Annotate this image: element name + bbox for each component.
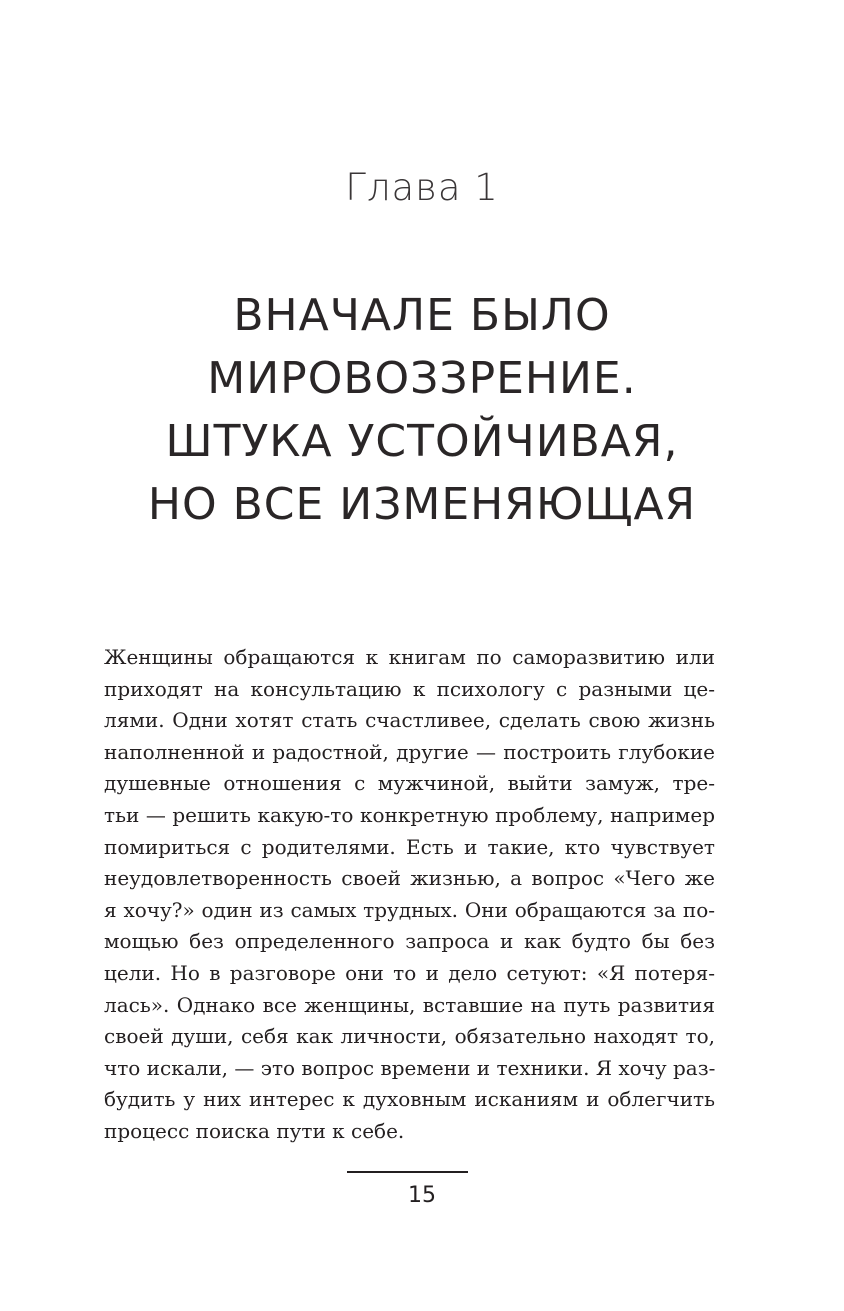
chapter-title-line: НО ВСЕ ИЗМЕНЯЮЩАЯ: [147, 479, 697, 530]
body-line: будить у них интерес к духовным исканиям и облегчить: [104, 1087, 715, 1112]
body-line: цели. Но в разговоре они то и дело сетуют: «Я потеря-: [104, 960, 715, 985]
body-line: наполненной и радостной, другие — построить глубокие: [104, 739, 715, 764]
body-line: приходят на консультацию к психологу с разными це-: [104, 676, 715, 701]
chapter-title-line: ВНАЧАЛЕ БЫЛО: [233, 290, 611, 341]
body-line: помириться с родителями. Есть и такие, кто чувствует: [104, 834, 715, 859]
body-line: мощью без определенного запроса и как будто бы без: [104, 929, 715, 954]
body-line: душевные отношения с мужчиной, выйти замуж, тре-: [104, 771, 715, 796]
body-line: неудовлетворенность своей жизнью, а вопрос «Чего же: [104, 866, 715, 891]
chapter-title: [0, 284, 844, 536]
body-line: тьи — решить какую-то конкретную проблему, например: [104, 802, 715, 827]
body-line: что искали, — это вопрос времени и техники. Я хочу раз-: [104, 1055, 716, 1080]
chapter-title-line: МИРОВОЗЗРЕНИЕ.: [207, 353, 637, 404]
body-line: лась». Однако все женщины, вставшие на путь развития: [104, 992, 715, 1017]
body-paragraph: [104, 642, 715, 1148]
footer-rule: [347, 1171, 468, 1173]
page-number: 15: [408, 1183, 436, 1208]
body-line: я хочу?» один из самых трудных. Они обращаются за по-: [104, 897, 715, 922]
chapter-title-line: ШТУКА УСТОЙЧИВАЯ,: [165, 416, 679, 467]
body-line: Женщины обращаются к книгам по саморазвитию или: [104, 645, 715, 669]
body-line: своей души, себя как личности, обязательно находят то,: [104, 1024, 715, 1049]
body-line: процесс поиска пути к себе.: [104, 1118, 405, 1143]
body-line: лями. Одни хотят стать счастливее, сделать свою жизнь: [104, 708, 715, 733]
chapter-label: Глава 1: [345, 166, 499, 209]
